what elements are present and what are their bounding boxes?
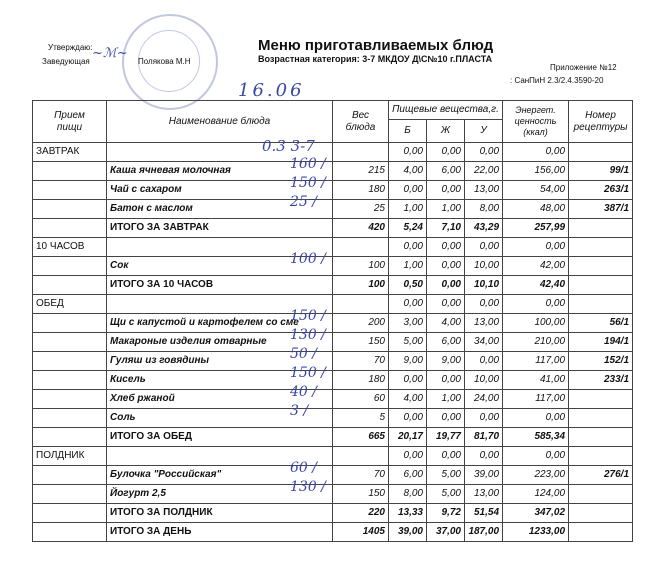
carb-cell: 8,00 (465, 200, 503, 219)
energy-cell: 210,00 (503, 333, 569, 352)
fat-cell: 9,72 (427, 504, 465, 523)
recipe-cell (569, 276, 633, 295)
protein-cell: 20,17 (389, 428, 427, 447)
dish-row (33, 409, 633, 428)
carb-cell: 34,00 (465, 333, 503, 352)
weight-cell (333, 447, 389, 466)
col-energy: Энергет. ценность (ккал) (503, 101, 569, 143)
head-label: Заведующая (42, 57, 90, 66)
recipe-cell (569, 447, 633, 466)
energy-cell: 0,00 (503, 447, 569, 466)
protein-cell: 0,00 (389, 409, 427, 428)
recipe-cell (569, 219, 633, 238)
meal-cell (33, 390, 107, 409)
carb-cell: 10,10 (465, 276, 503, 295)
handwritten-portion: 60 / (290, 459, 317, 476)
handwritten-portion: 150 / (290, 364, 326, 381)
meal-cell (33, 257, 107, 276)
energy-cell: 117,00 (503, 352, 569, 371)
name-cell: Щи с капустой и картофелем со сме (107, 314, 333, 333)
energy-cell: 42,00 (503, 257, 569, 276)
meal-row (33, 295, 633, 314)
energy-cell: 0,00 (503, 238, 569, 257)
meal-cell (33, 466, 107, 485)
fat-cell: 6,00 (427, 333, 465, 352)
total-row (33, 523, 633, 542)
protein-cell: 5,00 (389, 333, 427, 352)
col-b: Б (389, 120, 427, 143)
carb-cell: 0,00 (465, 238, 503, 257)
recipe-cell: 194/1 (569, 333, 633, 352)
name-cell: Макароные изделия отварные (107, 333, 333, 352)
energy-cell: 347,02 (503, 504, 569, 523)
fat-cell: 0,00 (427, 143, 465, 162)
carb-cell: 0,00 (465, 352, 503, 371)
energy-cell: 223,00 (503, 466, 569, 485)
carb-cell: 0,00 (465, 295, 503, 314)
carb-cell: 10,00 (465, 371, 503, 390)
meal-cell (33, 181, 107, 200)
protein-cell: 0,50 (389, 276, 427, 295)
handwritten-portion: 40 / (290, 383, 317, 400)
energy-cell: 0,00 (503, 409, 569, 428)
col-name: Наименование блюда (107, 101, 333, 143)
carb-cell: 0,00 (465, 409, 503, 428)
handwritten-portion: 150 / (290, 174, 326, 191)
dish-row (33, 314, 633, 333)
energy-cell: 257,99 (503, 219, 569, 238)
dish-row (33, 485, 633, 504)
handwritten-portion: 130 / (290, 478, 326, 495)
fat-cell: 0,00 (427, 238, 465, 257)
fat-cell: 37,00 (427, 523, 465, 542)
carb-cell: 22,00 (465, 162, 503, 181)
carb-cell: 10,00 (465, 257, 503, 276)
energy-cell: 48,00 (503, 200, 569, 219)
name-cell: Йогурт 2,5 (107, 485, 333, 504)
carb-cell: 13,00 (465, 314, 503, 333)
total-row (33, 504, 633, 523)
protein-cell: 6,00 (389, 466, 427, 485)
col-weight: Вес блюда (333, 101, 389, 143)
weight-cell: 70 (333, 466, 389, 485)
handwritten-portion: 100 / (290, 250, 326, 267)
energy-cell: 0,00 (503, 295, 569, 314)
name-cell: Хлеб ржаной (107, 390, 333, 409)
protein-cell: 1,00 (389, 200, 427, 219)
meal-cell (33, 352, 107, 371)
dish-row (33, 257, 633, 276)
col-nutrients: Пищевые вещества,г. (389, 101, 503, 120)
fat-cell: 1,00 (427, 200, 465, 219)
date-handwritten: 16.06 (238, 80, 305, 101)
energy-cell: 117,00 (503, 390, 569, 409)
dish-row (33, 390, 633, 409)
recipe-cell (569, 390, 633, 409)
meal-cell (33, 523, 107, 542)
carb-cell: 0,00 (465, 447, 503, 466)
document-title: Меню приготавливаемых блюд (258, 37, 494, 54)
recipe-cell (569, 238, 633, 257)
recipe-cell (569, 295, 633, 314)
weight-cell: 665 (333, 428, 389, 447)
weight-cell: 420 (333, 219, 389, 238)
recipe-cell: 56/1 (569, 314, 633, 333)
weight-cell: 215 (333, 162, 389, 181)
name-cell: Гуляш из говядины (107, 352, 333, 371)
protein-cell: 0,00 (389, 181, 427, 200)
carb-cell: 13,00 (465, 485, 503, 504)
fat-cell: 0,00 (427, 447, 465, 466)
fat-cell: 4,00 (427, 314, 465, 333)
protein-cell: 5,24 (389, 219, 427, 238)
fat-cell: 0,00 (427, 257, 465, 276)
energy-cell: 42,40 (503, 276, 569, 295)
recipe-cell (569, 257, 633, 276)
fat-cell: 0,00 (427, 371, 465, 390)
recipe-cell: 263/1 (569, 181, 633, 200)
recipe-cell (569, 409, 633, 428)
meal-row (33, 238, 633, 257)
protein-cell: 0,00 (389, 371, 427, 390)
col-meal: Прием пищи (33, 101, 107, 143)
protein-cell: 13,33 (389, 504, 427, 523)
meal-cell (33, 276, 107, 295)
weight-cell: 70 (333, 352, 389, 371)
protein-cell: 8,00 (389, 485, 427, 504)
meal-cell (33, 371, 107, 390)
name-cell: ИТОГО ЗА ЗАВТРАК (107, 219, 333, 238)
energy-cell: 124,00 (503, 485, 569, 504)
name-cell: ИТОГО ЗА ДЕНЬ (107, 523, 333, 542)
age-category: Возрастная категория: 3-7 МКДОУ Д\С№10 г.ПЛАСТА (258, 54, 493, 64)
protein-cell: 1,00 (389, 257, 427, 276)
carb-cell: 43,29 (465, 219, 503, 238)
carb-cell: 24,00 (465, 390, 503, 409)
meal-cell (33, 219, 107, 238)
dish-row (33, 181, 633, 200)
protein-cell: 0,00 (389, 447, 427, 466)
handwritten-portion: 0.3 3-7 (262, 136, 315, 155)
total-row (33, 219, 633, 238)
name-cell: Чай с сахаром (107, 181, 333, 200)
fat-cell: 7,10 (427, 219, 465, 238)
energy-cell: 1233,00 (503, 523, 569, 542)
energy-cell: 0,00 (503, 143, 569, 162)
weight-cell: 100 (333, 276, 389, 295)
meal-cell: ОБЕД (33, 295, 107, 314)
fat-cell: 9,00 (427, 352, 465, 371)
weight-cell: 150 (333, 485, 389, 504)
dish-row (33, 333, 633, 352)
weight-cell (333, 295, 389, 314)
recipe-cell (569, 143, 633, 162)
carb-cell: 13,00 (465, 181, 503, 200)
weight-cell: 180 (333, 181, 389, 200)
weight-cell (333, 143, 389, 162)
fat-cell: 0,00 (427, 295, 465, 314)
meal-cell: ЗАВТРАК (33, 143, 107, 162)
weight-cell: 60 (333, 390, 389, 409)
meal-cell (33, 200, 107, 219)
energy-cell: 100,00 (503, 314, 569, 333)
fat-cell: 1,00 (427, 390, 465, 409)
recipe-cell (569, 523, 633, 542)
handwritten-portion: 25 / (290, 193, 317, 210)
recipe-cell: 276/1 (569, 466, 633, 485)
carb-cell: 81,70 (465, 428, 503, 447)
fat-cell: 5,00 (427, 466, 465, 485)
weight-cell: 180 (333, 371, 389, 390)
meal-cell (33, 504, 107, 523)
handwritten-portion: 50 / (290, 345, 317, 362)
name-cell: Сок (107, 257, 333, 276)
weight-cell (333, 238, 389, 257)
carb-cell: 0,00 (465, 143, 503, 162)
name-cell: Булочка "Российская" (107, 466, 333, 485)
weight-cell: 100 (333, 257, 389, 276)
meal-cell: 10 ЧАСОВ (33, 238, 107, 257)
energy-cell: 156,00 (503, 162, 569, 181)
approve-label: Утверждаю: (48, 43, 93, 52)
handwritten-portion: 160 / (290, 155, 326, 172)
handwritten-portion: 150 / (290, 307, 326, 324)
dish-row (33, 371, 633, 390)
recipe-cell (569, 485, 633, 504)
weight-cell: 25 (333, 200, 389, 219)
weight-cell: 200 (333, 314, 389, 333)
protein-cell: 4,00 (389, 390, 427, 409)
protein-cell: 0,00 (389, 295, 427, 314)
fat-cell: 0,00 (427, 409, 465, 428)
appendix: Приложение №12 (550, 63, 617, 72)
total-row (33, 428, 633, 447)
meal-cell (33, 314, 107, 333)
recipe-cell (569, 428, 633, 447)
weight-cell: 150 (333, 333, 389, 352)
protein-cell: 0,00 (389, 238, 427, 257)
dish-row (33, 162, 633, 181)
name-cell: Каша ячневая молочная (107, 162, 333, 181)
sanpin: : СанПиН 2.3/2.4.3590-20 (510, 76, 604, 85)
fat-cell: 5,00 (427, 485, 465, 504)
meal-cell (33, 162, 107, 181)
carb-cell: 187,00 (465, 523, 503, 542)
energy-cell: 585,34 (503, 428, 569, 447)
col-u: У (465, 120, 503, 143)
carb-cell: 51,54 (465, 504, 503, 523)
signature: ~ℳ~ (92, 46, 128, 61)
protein-cell: 39,00 (389, 523, 427, 542)
col-recipe: Номер рецептуры (569, 101, 633, 143)
recipe-cell: 99/1 (569, 162, 633, 181)
recipe-cell (569, 504, 633, 523)
handwritten-portion: 130 / (290, 326, 326, 343)
fat-cell: 0,00 (427, 276, 465, 295)
menu-table (32, 100, 633, 542)
carb-cell: 39,00 (465, 466, 503, 485)
fat-cell: 6,00 (427, 162, 465, 181)
protein-cell: 3,00 (389, 314, 427, 333)
protein-cell: 0,00 (389, 143, 427, 162)
meal-cell (33, 333, 107, 352)
col-zh: Ж (427, 120, 465, 143)
energy-cell: 41,00 (503, 371, 569, 390)
recipe-cell: 233/1 (569, 371, 633, 390)
energy-cell: 54,00 (503, 181, 569, 200)
fat-cell: 19,77 (427, 428, 465, 447)
meal-row (33, 447, 633, 466)
weight-cell: 1405 (333, 523, 389, 542)
name-cell: ИТОГО ЗА 10 ЧАСОВ (107, 276, 333, 295)
name-cell: ИТОГО ЗА ПОЛДНИК (107, 504, 333, 523)
weight-cell: 220 (333, 504, 389, 523)
meal-cell (33, 428, 107, 447)
meal-cell: ПОЛДНИК (33, 447, 107, 466)
name-cell: Батон с маслом (107, 200, 333, 219)
fat-cell: 0,00 (427, 181, 465, 200)
dish-row (33, 466, 633, 485)
dish-row (33, 352, 633, 371)
meal-cell (33, 409, 107, 428)
weight-cell: 5 (333, 409, 389, 428)
name-cell: Соль (107, 409, 333, 428)
meal-cell (33, 485, 107, 504)
head-name: Полякова М.Н (138, 57, 191, 66)
meal-row (33, 143, 633, 162)
recipe-cell: 387/1 (569, 200, 633, 219)
recipe-cell: 152/1 (569, 352, 633, 371)
handwritten-portion: 3 / (290, 402, 309, 419)
name-cell: Кисель (107, 371, 333, 390)
total-row (33, 276, 633, 295)
dish-row (33, 200, 633, 219)
protein-cell: 4,00 (389, 162, 427, 181)
name-cell: ИТОГО ЗА ОБЕД (107, 428, 333, 447)
protein-cell: 9,00 (389, 352, 427, 371)
